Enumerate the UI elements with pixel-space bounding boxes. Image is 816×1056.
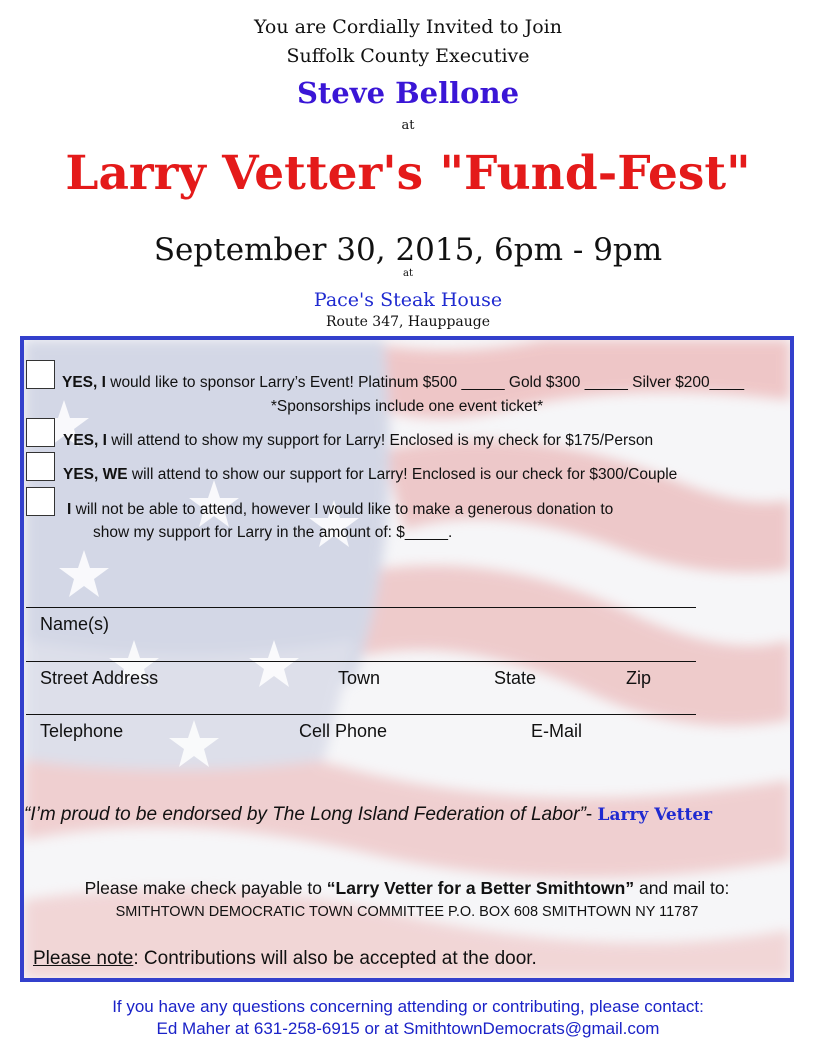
mailing-address: SMITHTOWN DEMOCRATIC TOWN COMMITTEE P.O. BOX 608 SMITHTOWN NY 11787: [115, 904, 699, 920]
invite-line-2: Suffolk County Executive: [286, 45, 530, 67]
email-label: E-Mail: [531, 721, 583, 741]
sponsor-checkbox[interactable]: [26, 360, 55, 389]
state-label: State: [494, 668, 537, 688]
sponsor-option: YES, I would like to sponsor Larry’s Event! Platinum $500 _____ Gold $300 _____ Silver $200____: [62, 374, 745, 391]
donation-checkbox[interactable]: [26, 487, 55, 516]
invite-line-1: You are Cordially Invited to Join: [254, 16, 562, 38]
attend-couple-checkbox[interactable]: [26, 452, 55, 481]
at-label-1: at: [401, 118, 415, 133]
attend-person-option: YES, I will attend to show my support for Larry! Enclosed is my check for $175/Person: [63, 432, 654, 449]
telephone-label: Telephone: [40, 721, 124, 741]
names-label: Name(s): [40, 614, 110, 634]
phone-line[interactable]: [26, 714, 696, 715]
response-form: [20, 336, 794, 982]
donation-option: I will not be able to attend, however I would like to make a generous donation to: [67, 501, 614, 518]
venue-name: Pace's Steak House: [313, 289, 503, 311]
name-line[interactable]: [26, 607, 696, 608]
at-label-2: at: [403, 268, 413, 279]
town-label: Town: [338, 668, 381, 688]
endorsement: “I’m proud to be endorsed by The Long Island Federation of Labor”- Larry Vetter: [24, 804, 713, 825]
address-line[interactable]: [26, 661, 696, 662]
guest-name: Steve Bellone: [296, 76, 520, 110]
donation-amount-line: show my support for Larry in the amount of: $_____.: [93, 524, 453, 541]
sponsorship-note: *Sponsorships include one event ticket*: [270, 398, 544, 415]
zip-label: Zip: [626, 668, 652, 688]
attend-couple-option: YES, WE will attend to show our support for Larry! Enclosed is our check for $300/Couple: [63, 466, 678, 483]
event-title: Larry Vetter's "Fund-Fest": [65, 146, 751, 201]
door-note: Please note: Contributions will also be accepted at the door.: [33, 948, 537, 969]
street-address-label: Street Address: [40, 668, 159, 688]
contact-line-1: If you have any questions concerning attending or contributing, please contact:: [112, 997, 704, 1016]
contact-line-2: Ed Maher at 631-258-6915 or at SmithtownDemocrats@gmail.com: [156, 1019, 660, 1038]
venue-address: Route 347, Hauppauge: [325, 314, 491, 330]
event-date-time: September 30, 2015, 6pm - 9pm: [153, 232, 663, 268]
attend-person-checkbox[interactable]: [26, 418, 55, 447]
cell-phone-label: Cell Phone: [299, 721, 388, 741]
payable-instructions: Please make check payable to “Larry Vetter for a Better Smithtown” and mail to:: [84, 878, 730, 898]
